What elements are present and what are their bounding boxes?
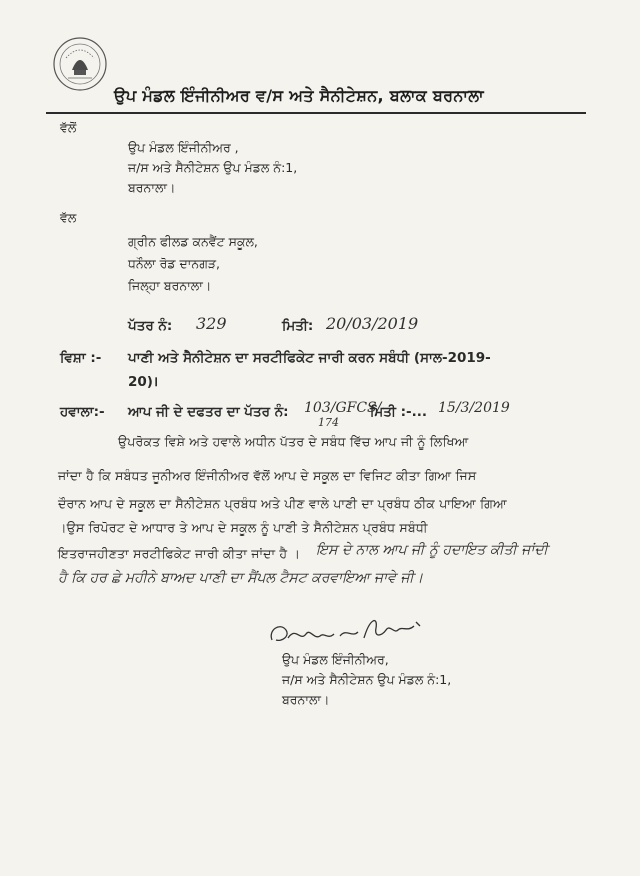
subject-line-2: 20)। — [128, 374, 159, 390]
body-line-3: ਦੌਰਾਨ ਆਪ ਦੇ ਸਕੂਲ ਦਾ ਸੈਨੀਟੇਸ਼ਨ ਪ੍ਰਬੰਧ ਅਤੇ ਪੀਣ ਵਾਲੇ ਪਾਣੀ ਦਾ ਪ੍ਰਬੰਧ ਠੀਕ ਪਾਇਆ ਗਿਆ — [58, 496, 507, 511]
body-line-5: ਇਤਰਾਜਹੀਣਤਾ ਸਰਟੀਫਿਕੇਟ ਜਾਰੀ ਕੀਤਾ ਜਾਂਦਾ ਹੈ । — [58, 546, 301, 561]
signature-line-3: ਬਰਨਾਲਾ। — [282, 692, 330, 707]
subject-label: ਵਿਸ਼ਾ :- — [60, 350, 102, 366]
letter-date-label: ਮਿਤੀ: — [282, 318, 314, 334]
signature-line-2: ਜ/ਸ ਅਤੇ ਸੈਨੀਟੇਸ਼ਨ ਉਪ ਮੰਡਲ ਨੰ:1, — [282, 672, 452, 687]
from-line-1: ਉਪ ਮੰਡਲ ਇੰਜੀਨੀਅਰ , — [128, 140, 239, 155]
body-line-1: ਉਪਰੋਕਤ ਵਿਸ਼ੇ ਅਤੇ ਹਵਾਲੇ ਅਧੀਨ ਪੱਤਰ ਦੇ ਸਬੰਧ ਵਿੱਚ ਆਪ ਜੀ ਨੂੰ ਲਿਖਿਆ — [118, 434, 469, 449]
from-line-3: ਬਰਨਾਲਾ। — [128, 180, 176, 195]
reference-date-label: ਮਿਤੀ :-... — [370, 404, 428, 420]
to-line-2: ਧਨੌਲਾ ਰੋਡ ਦਾਨਗੜ, — [128, 256, 221, 271]
reference-number: 103/GFCS/ — [304, 400, 382, 416]
signature-text — [306, 622, 399, 636]
subject-line-1: ਪਾਣੀ ਅਤੇ ਸੈਨੀਟੇਸ਼ਨ ਦਾ ਸਰਟੀਫਿਕੇਟ ਜਾਰੀ ਕਰਨ ਸਬੰਧੀ (ਸਾਲ-2019- — [128, 350, 491, 366]
signature-line-1: ਉਪ ਮੰਡਲ ਇੰਜੀਨੀਅਰ, — [282, 652, 389, 667]
reference-label: ਹਵਾਲਾ:- — [60, 404, 105, 420]
reference-text: ਆਪ ਜੀ ਦੇ ਦਫਤਰ ਦਾ ਪੱਤਰ ਨੰ: — [128, 404, 289, 420]
handwritten-note-1: ਇਸ ਦੇ ਨਾਲ ਆਪ ਜੀ ਨੂੰ ਹਦਾਇਤ ਕੀਤੀ ਜਾਂਦੀ — [316, 542, 548, 558]
office-title: ਉਪ ਮੰਡਲ ਇੰਜੀਨੀਅਰ ਵ/ਸ ਅਤੇ ਸੈਨੀਟੇਸ਼ਨ, ਬਲਾਕ ਬਰਨਾਲਾ — [114, 86, 484, 105]
letter-number-label: ਪੱਤਰ ਨੰ: — [128, 318, 173, 334]
from-label: ਵੱਲੋਂ — [60, 120, 77, 135]
reference-date-value: 15/3/2019 — [438, 400, 510, 416]
to-line-3: ਜਿਲ੍ਹਾ ਬਰਨਾਲਾ। — [128, 278, 212, 293]
reference-sub-number: 174 — [318, 416, 339, 429]
header-divider — [46, 112, 586, 114]
body-line-4: ।ਉਸ ਰਿਪੋਰਟ ਦੇ ਆਧਾਰ ਤੇ ਆਪ ਦੇ ਸਕੂਲ ਨੂੰ ਪਾਣੀ ਤੇ ਸੈਨੀਟੇਸ਼ਨ ਪ੍ਰਬੰਧ ਸਬੰਧੀ — [58, 520, 428, 535]
letter-date-value: 20/03/2019 — [326, 314, 419, 333]
body-line-2: ਜਾਂਦਾ ਹੈ ਕਿ ਸਬੰਧਤ ਜੂਨੀਅਰ ਇੰਜੀਨੀਅਰ ਵੱਲੋਂ ਆਪ ਦੇ ਸਕੂਲ ਦਾ ਵਿਜਿਟ ਕੀਤਾ ਗਿਆ ਜਿਸ — [58, 468, 477, 483]
department-seal-icon — [52, 36, 108, 92]
to-label: ਵੱਲ — [60, 210, 77, 225]
letter-number-value: 329 — [196, 314, 227, 333]
handwritten-note-2: ਹੈ ਕਿ ਹਰ ਛੇ ਮਹੀਨੇ ਬਾਅਦ ਪਾਣੀ ਦਾ ਸੈਂਪਲ ਟੈਸਟ ਕਰਵਾਇਆ ਜਾਵੇ ਜੀ। — [58, 570, 424, 586]
from-line-2: ਜ/ਸ ਅਤੇ ਸੈਨੀਟੇਸ਼ਨ ਉਪ ਮੰਡਲ ਨੰ:1, — [128, 160, 298, 175]
to-line-1: ਗ੍ਰੀਨ ਫੀਲਡ ਕਨਵੈਂਟ ਸਕੂਲ, — [128, 234, 258, 249]
